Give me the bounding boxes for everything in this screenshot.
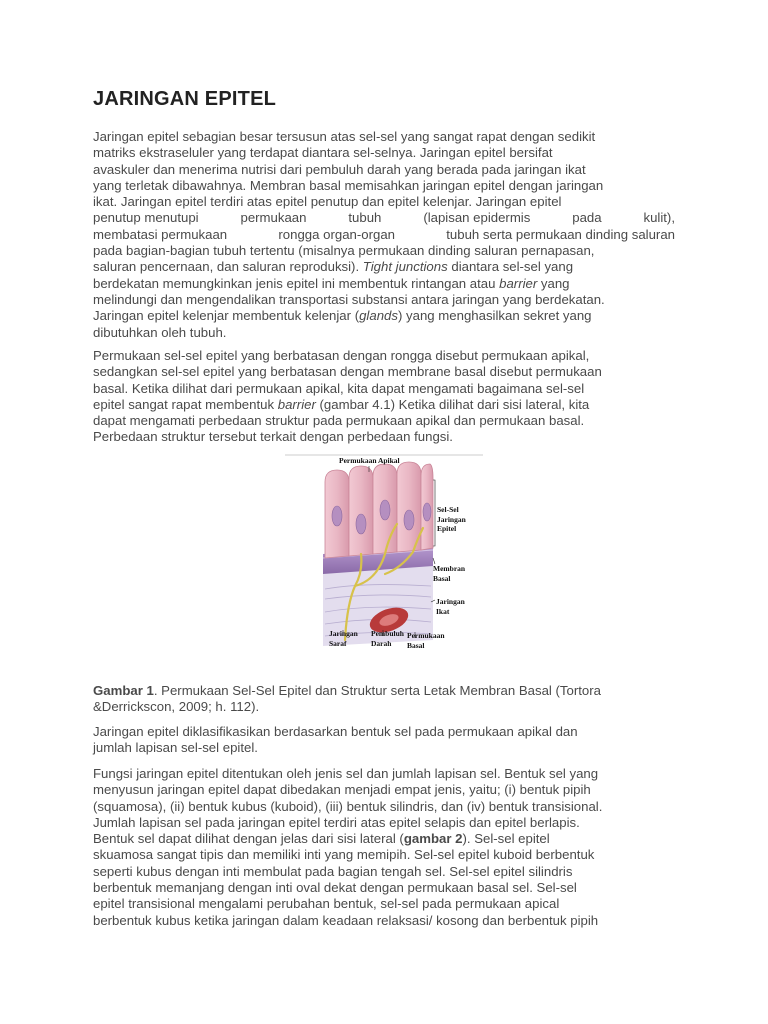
word-group: tubuh serta permukaan dinding saluran: [446, 226, 675, 242]
epithelial-cell: [349, 466, 373, 556]
paragraph-surfaces: [93, 348, 675, 446]
text-line: Fungsi jaringan epitel ditentukan oleh jenis sel dan jumlah lapisan sel. Bentuk sel yang: [93, 766, 599, 781]
text-line: (squamosa), (ii) bentuk kubus (kuboid), (iii) bentuk silindris, dan (iv) bentuk transisional.: [93, 798, 603, 814]
text-run: ). Sel-sel epitel: [462, 831, 550, 847]
text-line: Jaringan epitel sebagian besar tersusun atas sel-sel yang sangat rapat dengan sedikit: [93, 129, 596, 144]
cell-nucleus: [380, 500, 390, 520]
text-line: ikat. Jaringan epitel terdiri atas epitel penutup dan epitel kelenjar. Jaringan epitel: [93, 194, 562, 210]
text-line: melindungi dan mengendalikan transportasi substansi antara jaringan yang berdekatan.: [93, 291, 605, 307]
text-line: avaskuler dan menerima nutrisi dari pembuluh darah yang berada pada jaringan ikat: [93, 161, 586, 177]
text-run: Bentuk sel dapat dilihat dengan jelas dari sisi lateral (: [93, 831, 404, 847]
text-line: skuamosa sangat tipis dan memiliki inti yang memipih. Sel-sel epitel kuboid berbentuk: [93, 847, 595, 863]
text-line: [93, 259, 675, 275]
text-run: ) yang menghasilkan sekret yang: [397, 308, 592, 324]
text-line: [93, 397, 675, 413]
label-blood-vessel: Pembuluh Darah: [371, 629, 404, 648]
text-line: [93, 683, 675, 699]
text-line: seperti kubus dengan inti membulat pada bagian tengah sel. Sel-sel epitel silindris: [93, 863, 573, 879]
italic-term: Tight junctions: [362, 259, 448, 275]
epithelium-figure: [285, 454, 483, 654]
text-run: yang: [537, 275, 570, 291]
text-run: Jaringan epitel kelenjar membentuk kelenjar (: [93, 308, 360, 324]
text-line: [93, 308, 675, 324]
word-group: (lapisan epidermis: [423, 210, 531, 226]
text-run: . Permukaan Sel-Sel Epitel dan Struktur serta Letak Membran Basal (Tortora: [153, 683, 601, 698]
cell-nucleus: [332, 506, 342, 526]
text-line: matriks ekstraseluler yang terdapat diantara sel-selnya. Jaringan epitel bersifat: [93, 145, 553, 161]
text-run: berdekatan memungkinkan jenis epitel ini membentuk rintangan atau: [93, 275, 500, 291]
page-title: JARINGAN EPITEL: [93, 88, 277, 110]
text-line: Jumlah lapisan sel pada jaringan epitel terdiri atas epitel selapis dan epitel berlapis.: [93, 814, 580, 830]
text-run: epitel sangat rapat membentuk: [93, 396, 278, 412]
text-line: dapat mengamati perbedaan struktur pada permukaan apikal dan permukaan basal.: [93, 413, 585, 429]
italic-term: barrier: [277, 396, 316, 412]
text-run: (gambar 4.1) Ketika dilihat dari sisi lateral, kita: [315, 396, 590, 412]
word-group: rongga organ-organ: [278, 226, 395, 242]
bold-reference: gambar 2: [403, 831, 463, 847]
text-run: diantara sel-sel yang: [447, 259, 574, 275]
italic-term: glands: [359, 308, 398, 324]
paragraph-intro: [93, 129, 675, 341]
text-line-justified: [93, 227, 675, 243]
cell-nucleus: [356, 514, 366, 534]
text-line: epitel transisional mengalami perubahan bentuk, sel-sel pada permukaan apical: [93, 896, 560, 912]
text-line: Perbedaan struktur tersebut terkait dengan perbedaan fungsi.: [93, 429, 453, 445]
word-group: permukaan: [240, 210, 307, 226]
cell-nucleus: [423, 503, 431, 521]
caption-label: Gambar 1: [93, 683, 154, 698]
text-line: Jaringan epitel diklasifikasikan berdasarkan bentuk sel pada permukaan apikal dan: [93, 724, 578, 739]
paragraph-function: [93, 766, 675, 929]
figure-caption: [93, 683, 675, 716]
text-line: jumlah lapisan sel-sel epitel.: [93, 740, 258, 756]
cell-nucleus: [404, 510, 414, 530]
text-line: berbentuk memanjang dengan inti oval dekat dengan permukaan basal sel. Sel-sel: [93, 880, 577, 896]
text-line: pada bagian-bagian tubuh tertentu (misalnya permukaan dinding saluran pernapasan,: [93, 243, 595, 259]
text-line: &Derrickscon, 2009; h. 112).: [93, 699, 260, 715]
label-basal-surface: Permukaan Basal: [407, 631, 445, 650]
text-line: [93, 831, 675, 847]
text-line: sedangkan sel-sel epitel yang berbatasan dengan membrane basal disebut permukaan: [93, 364, 602, 380]
label-basement-membrane: Membran Basal: [433, 564, 466, 583]
epithelium-illustration: [285, 454, 483, 654]
text-line-justified: [93, 210, 675, 226]
italic-term: barrier: [499, 275, 538, 291]
text-line: yang terletak dibawahnya. Membran basal memisahkan jaringan epitel dengan jaringan: [93, 177, 604, 193]
text-line: [93, 276, 675, 292]
paragraph-classification: [93, 724, 675, 757]
label-connective-tissue: Jaringan Ikat: [436, 597, 465, 616]
word-group: pada: [572, 210, 602, 226]
word-group: penutup menutupi: [93, 210, 199, 226]
word-group: membatasi permukaan: [93, 226, 228, 242]
text-line: Permukaan sel-sel epitel yang berbatasan dengan rongga disebut permukaan apikal,: [93, 348, 590, 363]
word-group: tubuh: [348, 210, 382, 226]
text-line: dibutuhkan oleh tubuh.: [93, 324, 227, 340]
label-apical-surface: Permukaan Apikal: [339, 456, 400, 465]
label-epithelial-cells: Sel-Sel Jaringan Epitel: [437, 505, 466, 533]
text-line: basal. Ketika dilihat dari permukaan apikal, kita dapat mengamati bagaimana sel-sel: [93, 380, 585, 396]
text-run: saluran pencernaan, dan saluran reproduksi).: [93, 259, 363, 275]
label-nerve-tissue: Jaringan Saraf: [329, 629, 358, 648]
text-line: menyusun jaringan epitel dapat dibedakan menjadi empat jenis, yaitu; (i) bentuk pipih: [93, 782, 591, 798]
text-line: berbentuk kubus ketika jaringan dalam keadaan relaksasi/ kosong dan berbentuk pipih: [93, 912, 599, 928]
word-group: kulit),: [643, 210, 675, 226]
